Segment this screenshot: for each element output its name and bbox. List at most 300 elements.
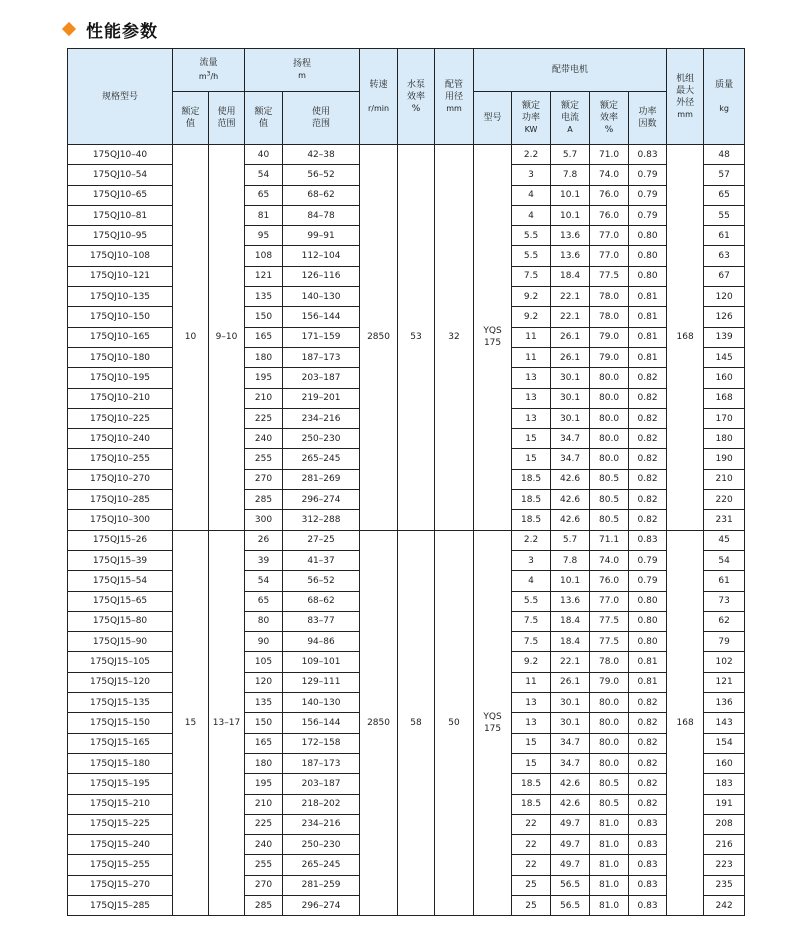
cell-rated-power: 13 <box>512 713 551 733</box>
cell-head-range: 109–101 <box>283 652 360 672</box>
cell-head-rated: 81 <box>245 205 283 225</box>
cell-power-factor: 0.82 <box>629 490 667 510</box>
cell-motor-efficiency: 80.5 <box>590 794 629 814</box>
cell-mass: 73 <box>704 591 745 611</box>
cell-model: 175QJ10–240 <box>68 429 173 449</box>
cell-power-factor: 0.80 <box>629 632 667 652</box>
table-row <box>68 145 745 165</box>
cell-head-range: 140–130 <box>283 693 360 713</box>
header-flow: 流量 $m^3/h$ <box>173 49 245 92</box>
cell-rated-power: 18.5 <box>512 490 551 510</box>
cell-model: 175QJ10–255 <box>68 449 173 469</box>
cell-head-rated: 121 <box>245 266 283 286</box>
cell-pipe-diameter: 50 <box>435 530 474 916</box>
cell-head-rated: 54 <box>245 571 283 591</box>
cell-power-factor: 0.83 <box>629 895 667 915</box>
cell-head-rated: 240 <box>245 429 283 449</box>
cell-rated-power: 13 <box>512 693 551 713</box>
cell-head-range: 234–216 <box>283 814 360 834</box>
cell-head-rated: 40 <box>245 145 283 165</box>
cell-rated-current: 34.7 <box>551 449 590 469</box>
cell-motor-efficiency: 74.0 <box>590 550 629 570</box>
cell-mass: 210 <box>704 469 745 489</box>
cell-rated-power: 7.5 <box>512 632 551 652</box>
cell-mass: 57 <box>704 165 745 185</box>
cell-rated-current: 13.6 <box>551 246 590 266</box>
header-outer-diameter: 机组 最大 外径 mm <box>667 49 704 145</box>
cell-rated-current: 10.1 <box>551 205 590 225</box>
cell-rated-current: 10.1 <box>551 571 590 591</box>
cell-rated-current: 49.7 <box>551 835 590 855</box>
cell-power-factor: 0.82 <box>629 693 667 713</box>
cell-power-factor: 0.82 <box>629 388 667 408</box>
cell-head-range: 219–201 <box>283 388 360 408</box>
cell-model: 175QJ10–165 <box>68 327 173 347</box>
cell-head-range: 140–130 <box>283 287 360 307</box>
header-pump-efficiency: 水泵 效率 % <box>398 49 435 145</box>
cell-motor-efficiency: 81.0 <box>590 814 629 834</box>
cell-rated-power: 5.5 <box>512 591 551 611</box>
cell-head-range: 41–37 <box>283 550 360 570</box>
cell-mass: 190 <box>704 449 745 469</box>
cell-model: 175QJ15–270 <box>68 875 173 895</box>
cell-power-factor: 0.82 <box>629 429 667 449</box>
cell-head-range: 56–52 <box>283 165 360 185</box>
cell-rated-power: 9.2 <box>512 287 551 307</box>
cell-rated-current: 10.1 <box>551 185 590 205</box>
cell-power-factor: 0.81 <box>629 307 667 327</box>
cell-head-rated: 195 <box>245 368 283 388</box>
cell-rated-power: 5.5 <box>512 246 551 266</box>
cell-power-factor: 0.82 <box>629 713 667 733</box>
cell-head-range: 265–245 <box>283 855 360 875</box>
header-head-range: 使用 范围 <box>283 92 360 145</box>
cell-motor-efficiency: 80.5 <box>590 490 629 510</box>
cell-head-rated: 135 <box>245 693 283 713</box>
cell-rated-current: 34.7 <box>551 753 590 773</box>
cell-power-factor: 0.82 <box>629 469 667 489</box>
cell-motor-efficiency: 78.0 <box>590 652 629 672</box>
cell-power-factor: 0.82 <box>629 753 667 773</box>
cell-motor-efficiency: 81.0 <box>590 855 629 875</box>
cell-power-factor: 0.82 <box>629 510 667 530</box>
cell-rated-power: 18.5 <box>512 510 551 530</box>
cell-head-range: 156–144 <box>283 307 360 327</box>
cell-power-factor: 0.82 <box>629 368 667 388</box>
cell-rated-current: 18.4 <box>551 266 590 286</box>
cell-motor-efficiency: 77.5 <box>590 611 629 631</box>
cell-motor-efficiency: 77.5 <box>590 632 629 652</box>
cell-model: 175QJ10–180 <box>68 347 173 367</box>
cell-model: 175QJ15–165 <box>68 733 173 753</box>
cell-head-range: 126–116 <box>283 266 360 286</box>
cell-head-rated: 225 <box>245 408 283 428</box>
cell-head-range: 296–274 <box>283 490 360 510</box>
cell-rated-current: 7.8 <box>551 550 590 570</box>
cell-motor-efficiency: 80.5 <box>590 774 629 794</box>
header-pipe-diameter: 配管 用径 mm <box>435 49 474 145</box>
cell-head-range: 94–86 <box>283 632 360 652</box>
header-motor-efficiency: 额定 效率 % <box>590 92 629 145</box>
section-title: 性能参数 <box>86 21 158 42</box>
cell-rated-power: 18.5 <box>512 774 551 794</box>
cell-motor-efficiency: 77.0 <box>590 591 629 611</box>
cell-rated-power: 15 <box>512 753 551 773</box>
cell-power-factor: 0.80 <box>629 246 667 266</box>
cell-rated-power: 22 <box>512 814 551 834</box>
cell-head-range: 296–274 <box>283 895 360 915</box>
cell-mass: 126 <box>704 307 745 327</box>
cell-mass: 160 <box>704 753 745 773</box>
cell-model: 175QJ10–225 <box>68 408 173 428</box>
cell-rated-current: 18.4 <box>551 611 590 631</box>
cell-head-range: 187–173 <box>283 347 360 367</box>
cell-model: 175QJ10–300 <box>68 510 173 530</box>
cell-motor-efficiency: 76.0 <box>590 185 629 205</box>
cell-head-rated: 255 <box>245 449 283 469</box>
cell-rated-power: 9.2 <box>512 652 551 672</box>
cell-mass: 143 <box>704 713 745 733</box>
cell-mass: 67 <box>704 266 745 286</box>
header-rated-current: 额定 电流 A <box>551 92 590 145</box>
cell-motor-efficiency: 80.0 <box>590 733 629 753</box>
cell-head-rated: 150 <box>245 713 283 733</box>
cell-pump-efficiency: 58 <box>398 530 435 916</box>
cell-head-range: 187–173 <box>283 753 360 773</box>
header-flow-rated: 额定 值 <box>173 92 209 145</box>
cell-head-rated: 90 <box>245 632 283 652</box>
cell-power-factor: 0.81 <box>629 347 667 367</box>
cell-motor-efficiency: 71.1 <box>590 530 629 550</box>
cell-rated-current: 42.6 <box>551 774 590 794</box>
cell-power-factor: 0.83 <box>629 530 667 550</box>
cell-motor-efficiency: 81.0 <box>590 835 629 855</box>
cell-head-rated: 105 <box>245 652 283 672</box>
cell-model: 175QJ15–39 <box>68 550 173 570</box>
cell-motor-type: YQS 175 <box>474 145 512 531</box>
cell-speed: 2850 <box>360 145 398 531</box>
cell-mass: 154 <box>704 733 745 753</box>
cell-mass: 208 <box>704 814 745 834</box>
cell-flow-rated: 10 <box>173 145 209 531</box>
cell-head-range: 265–245 <box>283 449 360 469</box>
cell-rated-current: 49.7 <box>551 814 590 834</box>
cell-rated-power: 15 <box>512 449 551 469</box>
cell-motor-efficiency: 78.0 <box>590 287 629 307</box>
section-header <box>64 14 158 44</box>
cell-rated-current: 7.8 <box>551 165 590 185</box>
cell-rated-current: 42.6 <box>551 490 590 510</box>
cell-motor-efficiency: 80.0 <box>590 449 629 469</box>
cell-rated-current: 34.7 <box>551 733 590 753</box>
cell-model: 175QJ10–270 <box>68 469 173 489</box>
cell-head-rated: 39 <box>245 550 283 570</box>
cell-head-range: 68–62 <box>283 591 360 611</box>
cell-motor-efficiency: 79.0 <box>590 327 629 347</box>
cell-model: 175QJ15–240 <box>68 835 173 855</box>
cell-motor-efficiency: 80.0 <box>590 388 629 408</box>
cell-head-range: 281–269 <box>283 469 360 489</box>
cell-mass: 102 <box>704 652 745 672</box>
cell-rated-current: 42.6 <box>551 469 590 489</box>
cell-mass: 168 <box>704 388 745 408</box>
cell-model: 175QJ15–150 <box>68 713 173 733</box>
cell-motor-efficiency: 80.0 <box>590 368 629 388</box>
cell-model: 175QJ15–180 <box>68 753 173 773</box>
cell-model: 175QJ10–95 <box>68 226 173 246</box>
cell-rated-power: 22 <box>512 855 551 875</box>
cell-power-factor: 0.82 <box>629 408 667 428</box>
cell-head-rated: 150 <box>245 307 283 327</box>
cell-rated-power: 13 <box>512 408 551 428</box>
cell-head-range: 84–78 <box>283 205 360 225</box>
cell-power-factor: 0.80 <box>629 591 667 611</box>
cell-rated-power: 11 <box>512 327 551 347</box>
cell-rated-current: 5.7 <box>551 530 590 550</box>
cell-model: 175QJ15–90 <box>68 632 173 652</box>
cell-power-factor: 0.80 <box>629 266 667 286</box>
cell-head-rated: 270 <box>245 875 283 895</box>
cell-rated-power: 9.2 <box>512 307 551 327</box>
cell-rated-current: 13.6 <box>551 591 590 611</box>
cell-model: 175QJ15–120 <box>68 672 173 692</box>
cell-head-range: 129–111 <box>283 672 360 692</box>
cell-rated-current: 56.5 <box>551 875 590 895</box>
cell-model: 175QJ15–195 <box>68 774 173 794</box>
cell-power-factor: 0.82 <box>629 794 667 814</box>
cell-head-rated: 120 <box>245 672 283 692</box>
cell-rated-power: 15 <box>512 429 551 449</box>
header-speed: 转速 r/min <box>360 49 398 145</box>
cell-head-rated: 195 <box>245 774 283 794</box>
cell-rated-power: 13 <box>512 368 551 388</box>
cell-mass: 65 <box>704 185 745 205</box>
header-motor-type: 型号 <box>474 92 512 145</box>
cell-power-factor: 0.79 <box>629 205 667 225</box>
cell-head-rated: 108 <box>245 246 283 266</box>
cell-head-range: 156–144 <box>283 713 360 733</box>
cell-rated-power: 7.5 <box>512 266 551 286</box>
cell-rated-current: 26.1 <box>551 347 590 367</box>
cell-power-factor: 0.79 <box>629 185 667 205</box>
cell-power-factor: 0.83 <box>629 855 667 875</box>
cell-model: 175QJ10–65 <box>68 185 173 205</box>
cell-rated-current: 30.1 <box>551 368 590 388</box>
cell-mass: 61 <box>704 226 745 246</box>
cell-head-rated: 180 <box>245 753 283 773</box>
cell-rated-power: 5.5 <box>512 226 551 246</box>
cell-head-rated: 210 <box>245 794 283 814</box>
cell-motor-efficiency: 78.0 <box>590 307 629 327</box>
cell-rated-current: 22.1 <box>551 307 590 327</box>
cell-power-factor: 0.83 <box>629 145 667 165</box>
cell-power-factor: 0.81 <box>629 287 667 307</box>
cell-motor-efficiency: 81.0 <box>590 895 629 915</box>
cell-mass: 183 <box>704 774 745 794</box>
cell-model: 175QJ15–285 <box>68 895 173 915</box>
cell-motor-efficiency: 80.0 <box>590 408 629 428</box>
header-flow-range: 使用 范围 <box>209 92 245 145</box>
table-body <box>68 145 745 916</box>
cell-mass: 48 <box>704 145 745 165</box>
cell-motor-efficiency: 81.0 <box>590 875 629 895</box>
cell-power-factor: 0.80 <box>629 226 667 246</box>
cell-rated-current: 42.6 <box>551 794 590 814</box>
cell-rated-power: 25 <box>512 875 551 895</box>
cell-power-factor: 0.80 <box>629 611 667 631</box>
cell-rated-power: 4 <box>512 185 551 205</box>
cell-rated-power: 18.5 <box>512 794 551 814</box>
cell-head-range: 56–52 <box>283 571 360 591</box>
cell-head-range: 83–77 <box>283 611 360 631</box>
cell-rated-current: 26.1 <box>551 672 590 692</box>
cell-model: 175QJ15–210 <box>68 794 173 814</box>
cell-rated-current: 30.1 <box>551 408 590 428</box>
cell-head-rated: 180 <box>245 347 283 367</box>
cell-mass: 45 <box>704 530 745 550</box>
cell-mass: 220 <box>704 490 745 510</box>
cell-head-range: 27–25 <box>283 530 360 550</box>
cell-head-range: 250–230 <box>283 429 360 449</box>
cell-mass: 79 <box>704 632 745 652</box>
cell-head-range: 203–187 <box>283 368 360 388</box>
cell-mass: 55 <box>704 205 745 225</box>
cell-model: 175QJ10–135 <box>68 287 173 307</box>
cell-motor-efficiency: 80.5 <box>590 510 629 530</box>
cell-mass: 145 <box>704 347 745 367</box>
cell-mass: 231 <box>704 510 745 530</box>
cell-head-range: 112–104 <box>283 246 360 266</box>
cell-mass: 136 <box>704 693 745 713</box>
cell-rated-current: 18.4 <box>551 632 590 652</box>
cell-rated-current: 22.1 <box>551 287 590 307</box>
cell-rated-power: 25 <box>512 895 551 915</box>
cell-rated-current: 56.5 <box>551 895 590 915</box>
cell-power-factor: 0.82 <box>629 733 667 753</box>
cell-rated-power: 2.2 <box>512 145 551 165</box>
cell-mass: 223 <box>704 855 745 875</box>
cell-rated-current: 30.1 <box>551 713 590 733</box>
cell-model: 175QJ10–121 <box>68 266 173 286</box>
cell-mass: 63 <box>704 246 745 266</box>
cell-power-factor: 0.83 <box>629 814 667 834</box>
header-motor: 配带电机 <box>474 49 667 92</box>
cell-mass: 62 <box>704 611 745 631</box>
cell-head-range: 99–91 <box>283 226 360 246</box>
cell-rated-current: 30.1 <box>551 388 590 408</box>
cell-power-factor: 0.79 <box>629 571 667 591</box>
cell-model: 175QJ10–210 <box>68 388 173 408</box>
cell-head-range: 250–230 <box>283 835 360 855</box>
cell-model: 175QJ10–54 <box>68 165 173 185</box>
header-mass: 质量 kg <box>704 49 745 145</box>
cell-model: 175QJ10–195 <box>68 368 173 388</box>
cell-rated-power: 2.2 <box>512 530 551 550</box>
cell-mass: 235 <box>704 875 745 895</box>
cell-mass: 120 <box>704 287 745 307</box>
cell-head-rated: 165 <box>245 327 283 347</box>
cell-head-rated: 285 <box>245 895 283 915</box>
cell-head-rated: 285 <box>245 490 283 510</box>
header-rated-power: 额定 功率 KW <box>512 92 551 145</box>
cell-outer-diameter: 168 <box>667 145 704 531</box>
cell-power-factor: 0.79 <box>629 165 667 185</box>
cell-head-range: 171–159 <box>283 327 360 347</box>
header-head: 扬程 m <box>245 49 360 92</box>
cell-rated-power: 3 <box>512 165 551 185</box>
cell-power-factor: 0.83 <box>629 875 667 895</box>
cell-motor-type: YQS 175 <box>474 530 512 916</box>
cell-head-rated: 26 <box>245 530 283 550</box>
cell-mass: 121 <box>704 672 745 692</box>
cell-rated-current: 26.1 <box>551 327 590 347</box>
cell-model: 175QJ10–108 <box>68 246 173 266</box>
cell-rated-power: 4 <box>512 205 551 225</box>
cell-mass: 61 <box>704 571 745 591</box>
cell-head-rated: 255 <box>245 855 283 875</box>
cell-motor-efficiency: 80.5 <box>590 469 629 489</box>
cell-mass: 139 <box>704 327 745 347</box>
cell-head-range: 42–38 <box>283 145 360 165</box>
cell-head-rated: 80 <box>245 611 283 631</box>
cell-mass: 170 <box>704 408 745 428</box>
table-row <box>68 530 745 550</box>
cell-rated-power: 15 <box>512 733 551 753</box>
cell-model: 175QJ15–80 <box>68 611 173 631</box>
cell-head-rated: 210 <box>245 388 283 408</box>
cell-rated-current: 42.6 <box>551 510 590 530</box>
cell-rated-current: 22.1 <box>551 652 590 672</box>
cell-mass: 180 <box>704 429 745 449</box>
cell-model: 175QJ15–65 <box>68 591 173 611</box>
cell-flow-range: 9–10 <box>209 145 245 531</box>
cell-pipe-diameter: 32 <box>435 145 474 531</box>
cell-power-factor: 0.83 <box>629 835 667 855</box>
cell-flow-rated: 15 <box>173 530 209 916</box>
cell-rated-power: 3 <box>512 550 551 570</box>
cell-rated-power: 11 <box>512 672 551 692</box>
header-power-factor: 功率 因数 <box>629 92 667 145</box>
cell-head-rated: 95 <box>245 226 283 246</box>
cell-mass: 54 <box>704 550 745 570</box>
cell-head-range: 203–187 <box>283 774 360 794</box>
cell-mass: 191 <box>704 794 745 814</box>
cell-head-range: 218–202 <box>283 794 360 814</box>
cell-motor-efficiency: 77.0 <box>590 226 629 246</box>
cell-rated-current: 49.7 <box>551 855 590 875</box>
cell-motor-efficiency: 74.0 <box>590 165 629 185</box>
header-head-rated: 额定 值 <box>245 92 283 145</box>
cell-power-factor: 0.79 <box>629 550 667 570</box>
cell-model: 175QJ15–105 <box>68 652 173 672</box>
cell-head-range: 312–288 <box>283 510 360 530</box>
cell-model: 175QJ15–135 <box>68 693 173 713</box>
cell-mass: 242 <box>704 895 745 915</box>
cell-rated-current: 30.1 <box>551 693 590 713</box>
cell-head-rated: 240 <box>245 835 283 855</box>
cell-mass: 216 <box>704 835 745 855</box>
cell-motor-efficiency: 77.5 <box>590 266 629 286</box>
cell-motor-efficiency: 76.0 <box>590 205 629 225</box>
cell-head-range: 68–62 <box>283 185 360 205</box>
cell-model: 175QJ15–26 <box>68 530 173 550</box>
cell-outer-diameter: 168 <box>667 530 704 916</box>
cell-head-range: 172–158 <box>283 733 360 753</box>
cell-rated-power: 22 <box>512 835 551 855</box>
cell-rated-power: 18.5 <box>512 469 551 489</box>
cell-model: 175QJ15–225 <box>68 814 173 834</box>
performance-table <box>67 48 745 916</box>
